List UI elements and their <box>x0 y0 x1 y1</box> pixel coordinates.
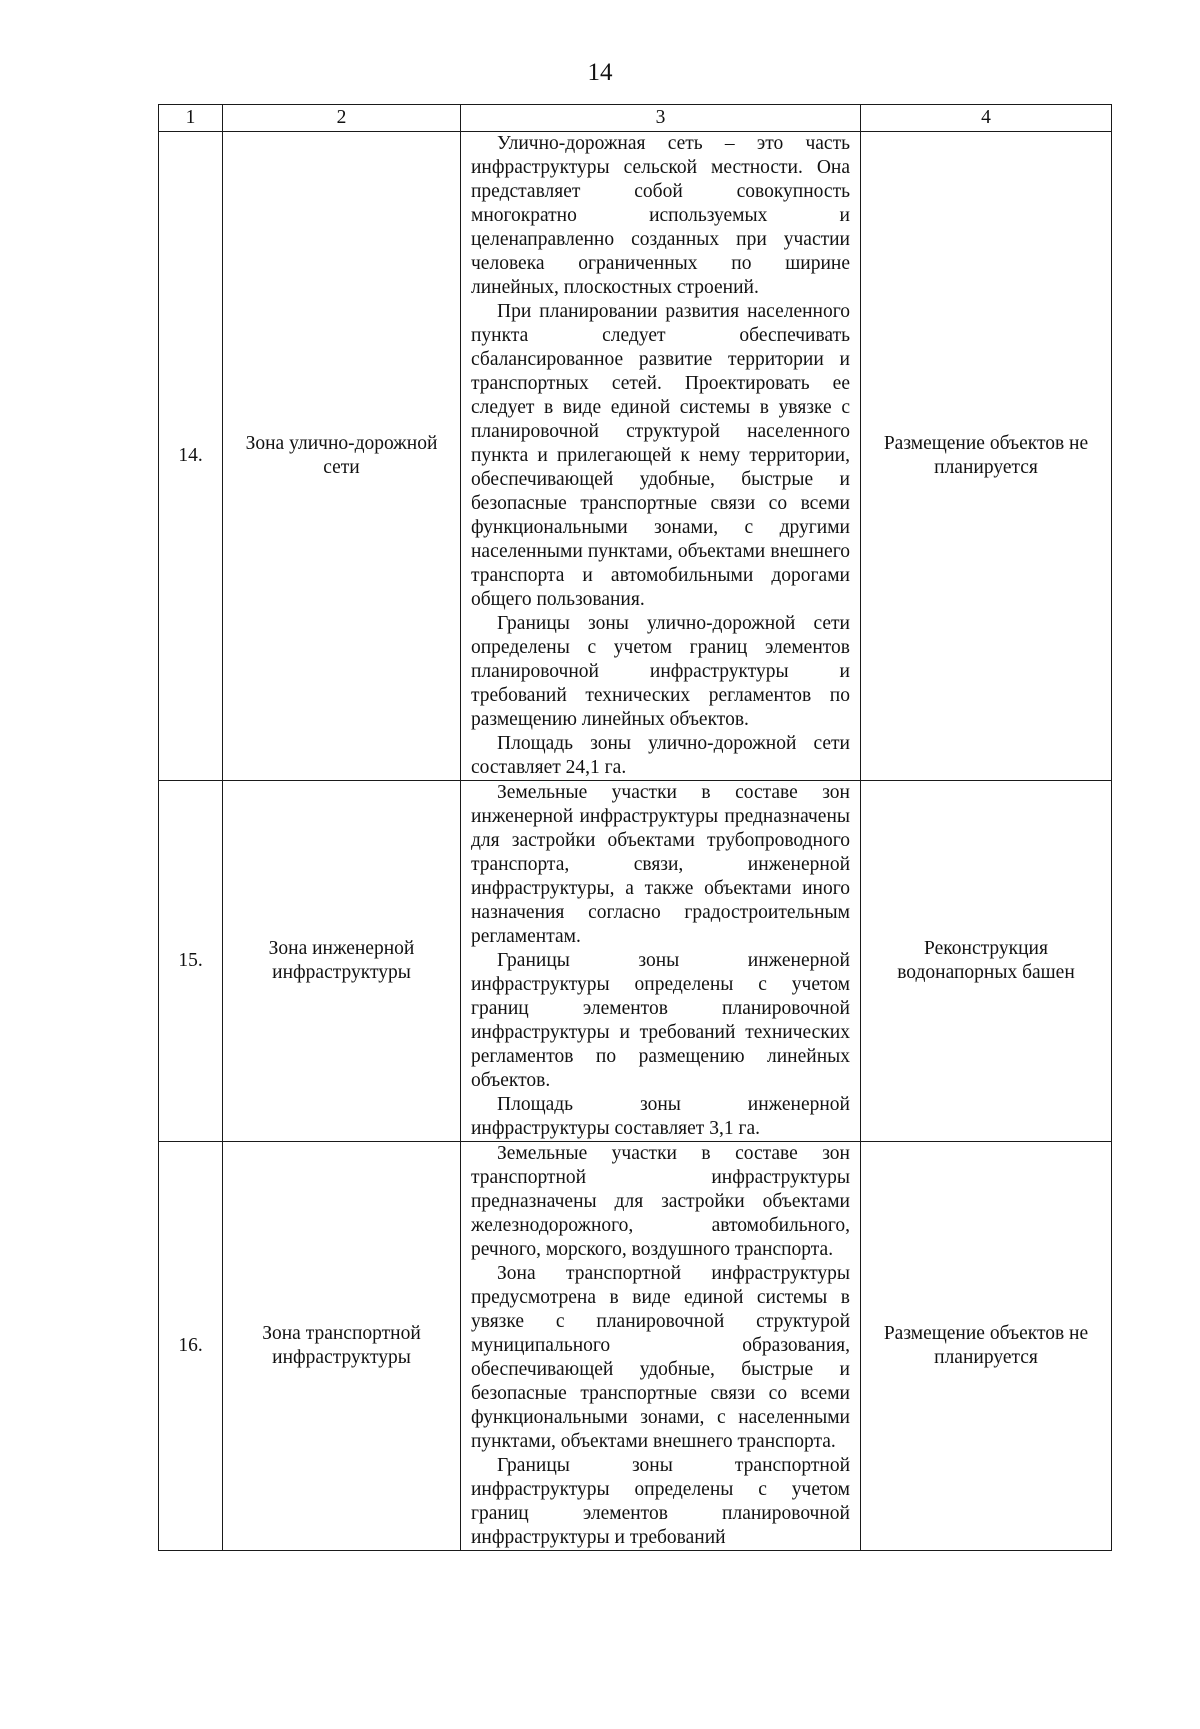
planned-objects: Реконструкция водонапорных башен <box>861 781 1112 1142</box>
zone-description <box>461 781 861 1142</box>
column-header-1: 1 <box>159 105 223 132</box>
zones-table <box>158 104 1112 1551</box>
description-paragraph: Зона транспортной инфраструктуры предусмотрена в виде единой системы в увязке с планировочной структурой муниципального образования, обеспечивающей удобные, быстрые и безопасные транспортные связи со всеми функциональными зонами, с населенными пунктами, объектами внешнего транспорта. <box>471 1263 850 1452</box>
description-paragraph: При планировании развития населенного пункта следует обеспечивать сбалансированное развитие территории и транспортных сетей. Проектировать ее следует в виде единой системы в увязке с планировочной структурой населенного пункта и прилегающей к нему территории, обеспечивающей удобные, быстрые и безопасные транспортные связи со всеми функциональными зонами, с другими населенными пунктами, объектами внешнего транспорта и автомобильными дорогами общего пользования. <box>471 301 850 610</box>
description-paragraph: Земельные участки в составе зон инженерной инфраструктуры предназначены для застройки объектами трубопроводного транспорта, связи, инженерной инфраструктуры, а также объектами иного назначения согласно градостроительным регламентам. <box>471 782 850 947</box>
description-paragraph: Границы зоны транспортной инфраструктуры определены с учетом границ элементов планировочной инфраструктуры и требований <box>471 1455 850 1548</box>
zone-name: Зона улично-дорожной сети <box>223 132 461 781</box>
row-number: 15. <box>159 781 223 1142</box>
description-paragraph: Земельные участки в составе зон транспортной инфраструктуры предназначены для застройки объектами железнодорожного, автомобильного, речного, морского, воздушного транспорта. <box>471 1143 850 1260</box>
table-header-row <box>159 105 1112 132</box>
row-number: 16. <box>159 1142 223 1551</box>
description-paragraph: Площадь зоны улично-дорожной сети составляет 24,1 га. <box>471 733 850 778</box>
table-row <box>159 1142 1112 1551</box>
description-paragraph: Улично-дорожная сеть – это часть инфраструктуры сельской местности. Она представляет собой совокупность многократно используемых и целенаправленно созданных при участии человека ограниченных по ширине линейных, плоскостных строений. <box>471 133 850 298</box>
zone-name: Зона инженерной инфраструктуры <box>223 781 461 1142</box>
column-header-2: 2 <box>223 105 461 132</box>
column-header-3: 3 <box>461 105 861 132</box>
table-row <box>159 781 1112 1142</box>
row-number: 14. <box>159 132 223 781</box>
description-paragraph: Границы зоны улично-дорожной сети определены с учетом границ элементов планировочной инфраструктуры и требований технических регламентов по размещению линейных объектов. <box>471 613 850 730</box>
zone-description <box>461 132 861 781</box>
zone-name: Зона транспортной инфраструктуры <box>223 1142 461 1551</box>
planned-objects: Размещение объектов не планируется <box>861 132 1112 781</box>
zone-description <box>461 1142 861 1551</box>
planned-objects: Размещение объектов не планируется <box>861 1142 1112 1551</box>
page-number: 14 <box>587 59 613 86</box>
description-paragraph: Площадь зоны инженерной инфраструктуры составляет 3,1 га. <box>471 1094 850 1139</box>
description-paragraph: Границы зоны инженерной инфраструктуры определены с учетом границ элементов планировочной инфраструктуры и требований технических регламентов по размещению линейных объектов. <box>471 950 850 1091</box>
table-row <box>159 132 1112 781</box>
column-header-4: 4 <box>861 105 1112 132</box>
